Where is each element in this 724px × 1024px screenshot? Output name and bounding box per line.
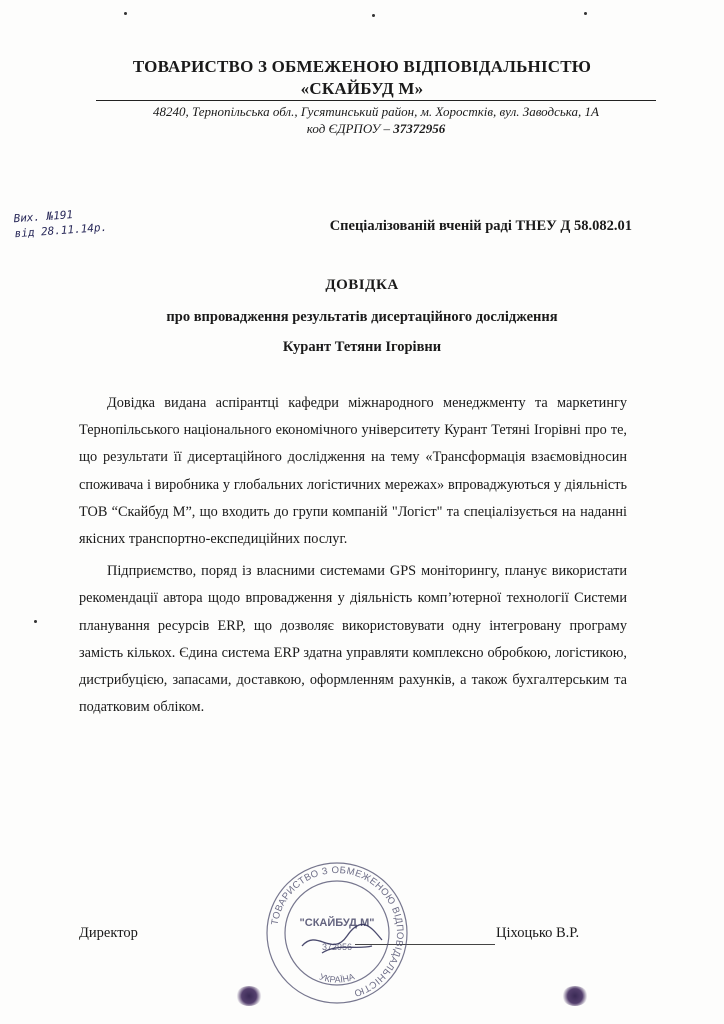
signatory-role: Директор [79, 925, 138, 941]
scan-speck [124, 12, 127, 15]
stamp-code: 372956 [321, 942, 353, 952]
stamp-outer-text: ТОВАРИСТВО З ОБМЕЖЕНОЮ ВІДПОВІДАЛЬНІСТЮ [269, 864, 406, 999]
recipient: Спеціалізованій вченій раді ТНЕУ Д 58.082.01 [329, 218, 632, 234]
handwritten-outgoing-number [13, 205, 108, 241]
document-subtitle: про впровадження результатів дисертаційного дослідження [166, 309, 558, 325]
hole-punch-mark [236, 986, 262, 1006]
edrpou-value: 37372956 [393, 121, 446, 136]
document-body [79, 390, 627, 721]
hole-punch-mark [562, 986, 588, 1006]
scan-speck [372, 14, 375, 17]
header-divider [96, 100, 656, 101]
company-seal-stamp [262, 858, 412, 1008]
document-title: ДОВІДКА [325, 277, 399, 293]
company-header [0, 56, 724, 100]
handwritten-line1: Вих. №191 [13, 208, 74, 226]
signatory-name: Ціхоцько В.Р. [496, 925, 580, 941]
edrpou-label: код ЄДРПОУ – [306, 121, 390, 136]
body-paragraph: Підприємство, поряд із власними системами GPS моніторингу, планує використати рекомендації автора щодо впровадження у діяльність комп’ютерної технології Системи планування ресурсів ERP, що дозволяє використовувати одну інтегровану програму замість кількох. Єдина система ERP здатна управляти комплексно обробкою, логістикою, дистрибуцією, запасами, доставкою, оформленням рахунків, а також бухгалтерським та податковим обліком. [79, 563, 627, 716]
scan-speck [34, 620, 37, 623]
company-edrpou [96, 120, 656, 137]
company-address: 48240, Тернопільська обл., Гусятинський район, м. Хоростків, вул. Заводська, 1А [153, 104, 599, 119]
document-person: Курант Тетяни Ігорівни [282, 339, 442, 355]
body-paragraph: Довідка видана аспірантці кафедри міжнародного менеджменту та маркетингу Тернопільського національного економічного університету Курант Тетяні Ігорівні про те, що результати її дисертаційного дослідження на тему «Трансформація взаємовідносин споживача і виробника у глобальних логістичних мережах» впроваджуються у діяльність ТОВ “Скайбуд М”, що входить до групи компаній "Логіст" та спеціалізується на наданні якісних транспортно-експедиційних послуг. [79, 395, 627, 548]
stamp-country: УКРАЇНА [318, 971, 356, 985]
scan-speck [584, 12, 587, 15]
stamp-center-text: "СКАЙБУД М" [299, 917, 375, 929]
company-name-line1: ТОВАРИСТВО З ОБМЕЖЕНОЮ ВІДПОВІДАЛЬНІСТЮ [132, 57, 592, 76]
company-name-line2: «СКАЙБУД М» [300, 79, 424, 98]
company-address-block [96, 103, 656, 137]
handwritten-line2: від 28.11.14р. [14, 220, 108, 241]
svg-text:УКРАЇНА [318, 971, 356, 984]
